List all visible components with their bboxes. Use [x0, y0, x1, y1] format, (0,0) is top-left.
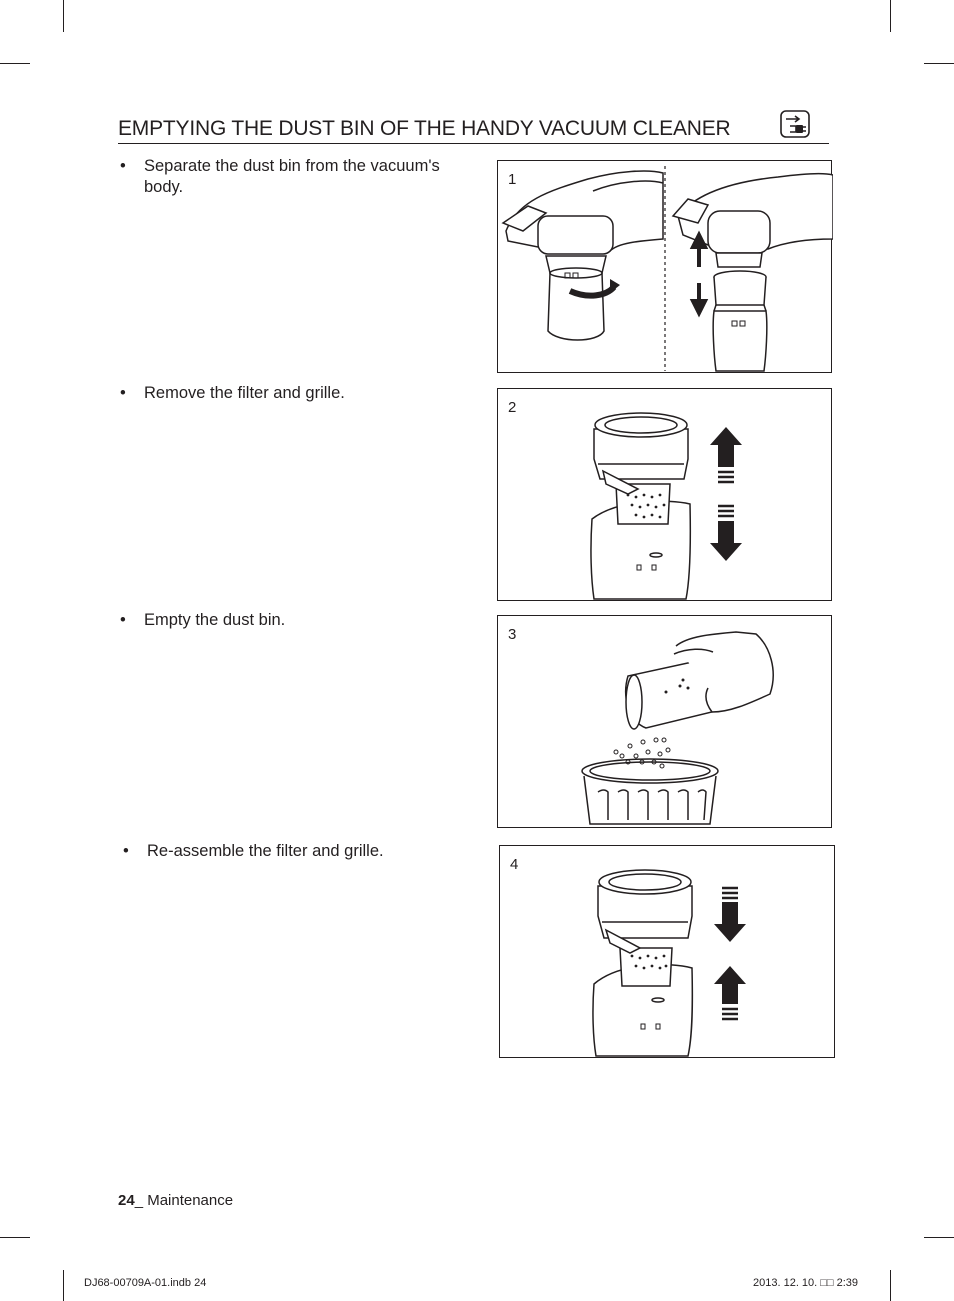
crop-mark: [924, 1237, 954, 1238]
crop-mark: [63, 0, 64, 32]
bullet: •: [120, 157, 126, 175]
plug-unplug-icon: [780, 110, 810, 138]
step-2-number: 2: [508, 399, 517, 416]
crop-mark: [0, 1237, 30, 1238]
step-3-figure: [497, 615, 832, 828]
step-1-text: Separate the dust bin from the vacuum's body.: [144, 157, 440, 196]
step-1-number: 1: [508, 171, 517, 188]
title-rule: [118, 143, 829, 144]
bullet: •: [120, 384, 126, 402]
page-title: EMPTYING THE DUST BIN OF THE HANDY VACUUM CLEANER: [118, 117, 731, 140]
file-info: DJ68-00709A-01.indb 24: [84, 1277, 207, 1289]
print-date: 2013. 12. 10. □□ 2:39: [753, 1277, 859, 1289]
crop-mark: [890, 1270, 891, 1301]
step-3-text: Empty the dust bin.: [144, 611, 286, 629]
step-1-figure: [497, 160, 832, 373]
step-2-figure: [497, 388, 832, 601]
crop-mark: [63, 1270, 64, 1301]
page-number: 24: [118, 1192, 135, 1209]
bullet: •: [120, 611, 126, 629]
crop-mark: [0, 63, 30, 64]
step-2-text: Remove the filter and grille.: [144, 384, 345, 402]
crop-mark: [890, 0, 891, 32]
step-4-figure: [499, 845, 835, 1058]
step-3-number: 3: [508, 626, 517, 643]
bullet: •: [123, 842, 129, 860]
step-4-number: 4: [510, 856, 519, 873]
page-footer: [118, 1192, 233, 1209]
crop-mark: [924, 63, 954, 64]
step-4-text: Re-assemble the filter and grille.: [147, 842, 384, 860]
section-name: _ Maintenance: [134, 1192, 234, 1209]
